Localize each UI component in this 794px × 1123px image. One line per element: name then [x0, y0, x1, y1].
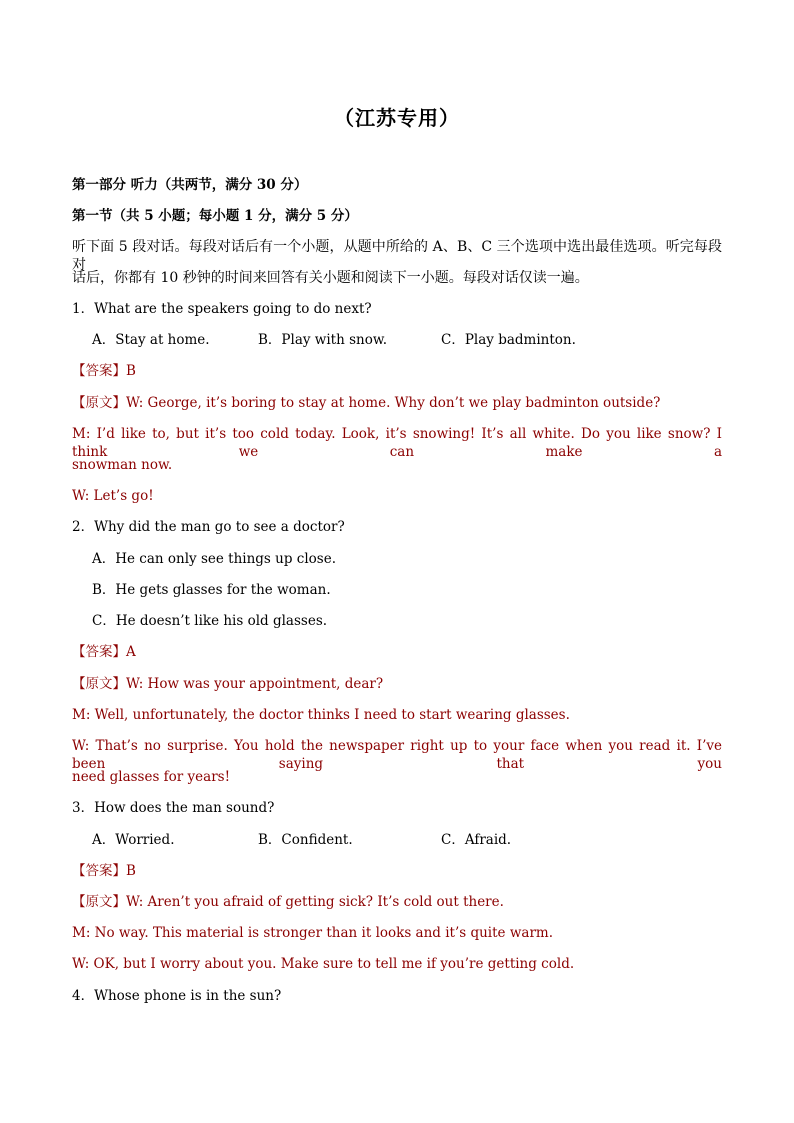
q2-option-c: C．He doesn’t like his old glasses. [92, 613, 328, 629]
part1-heading: 第一部分 听力（共两节，满分 30 分） [72, 177, 308, 193]
q1-answer: 【答案】B [72, 363, 136, 379]
q2-option-a: A．He can only see things up close. [92, 551, 336, 567]
q2-answer: 【答案】A [72, 644, 136, 660]
q1-option-b: B．Play with snow. [258, 332, 388, 348]
q3-transcript-line-2: M: No way. This material is stronger than it looks and it’s quite warm. [72, 925, 553, 941]
q2-transcript-tag: 【原文】 [72, 676, 126, 692]
q3-transcript-text: W: Aren’t you afraid of getting sick? It’s cold out there. [126, 894, 504, 910]
q2-transcript-line-3: W: That’s no surprise. You hold the newspaper right up to your face when you read it. I’ve been saying that you [72, 738, 722, 772]
q1-option-c: C．Play badminton. [441, 332, 576, 348]
q2-transcript-text: W: How was your appointment, dear? [126, 676, 384, 692]
q1-transcript-tag: 【原文】 [72, 395, 126, 411]
instructions-line-2: 话后，你都有 10 秒钟的时间来回答有关小题和阅读下一小题。每段对话仅读一遍。 [72, 270, 589, 286]
q3-answer: 【答案】B [72, 863, 136, 879]
q2-option-b: B．He gets glasses for the woman. [92, 582, 331, 598]
q3-transcript-line-3: W: OK, but I worry about you. Make sure to tell me if you’re getting cold. [72, 956, 575, 972]
q1-transcript-line-3: snowman now. [72, 457, 173, 473]
question-1: 1．What are the speakers going to do next? [72, 301, 372, 317]
q3-option-b: B．Confident. [258, 832, 353, 848]
q1-transcript-line-1 [72, 394, 660, 412]
q2-transcript-line-1 [72, 675, 383, 693]
q1-transcript-line-4: W: Let’s go! [72, 488, 154, 504]
q3-transcript-tag: 【原文】 [72, 894, 126, 910]
question-4: 4．Whose phone is in the sun? [72, 988, 282, 1004]
q1-option-a: A．Stay at home. [92, 332, 210, 348]
q3-transcript-line-1 [72, 893, 504, 911]
q2-transcript-line-4: need glasses for years! [72, 769, 231, 785]
question-2: 2．Why did the man go to see a doctor? [72, 519, 345, 535]
section1-heading: 第一节（共 5 小题；每小题 1 分，满分 5 分） [72, 208, 358, 224]
q1-transcript-line-2: M: I’d like to, but it’s too cold today. Look, it’s snowing! It’s all white. Do you like snow? I think we can make a [72, 426, 722, 460]
page-title: （江苏专用） [334, 106, 460, 130]
instructions-line-1: 听下面 5 段对话。每段对话后有一个小题，从题中所给的 A、B、C 三个选项中选出最佳选项。听完每段对 [72, 239, 722, 273]
q3-option-c: C．Afraid. [441, 832, 512, 848]
q2-transcript-line-2: M: Well, unfortunately, the doctor thinks I need to start wearing glasses. [72, 707, 570, 723]
q3-option-a: A．Worried. [92, 832, 175, 848]
question-3: 3．How does the man sound? [72, 800, 275, 816]
q1-transcript-text: W: George, it’s boring to stay at home. Why don’t we play badminton outside? [126, 395, 661, 411]
